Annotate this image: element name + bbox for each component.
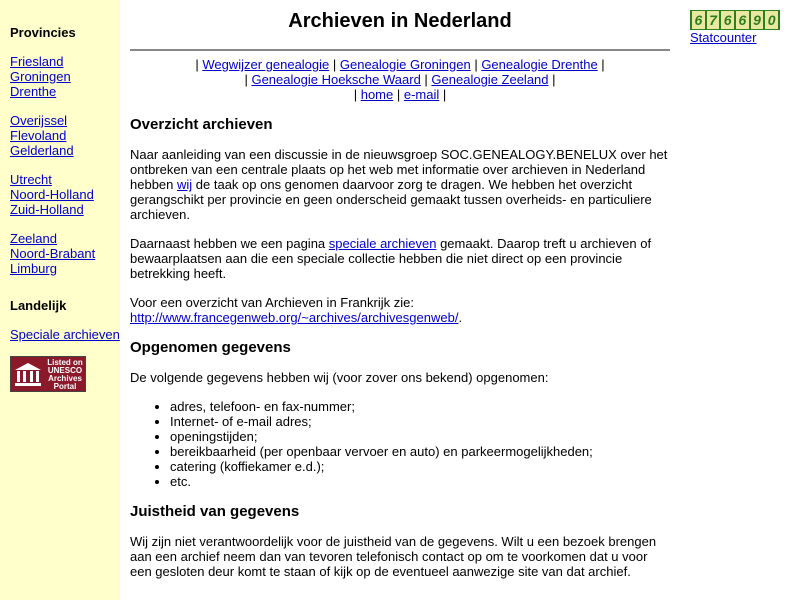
province-link-noord-brabant[interactable]: Noord-Brabant [10, 246, 96, 261]
counter-digit: 9 [751, 11, 764, 29]
list-item: • bereikbaarheid (per openbaar vervoer en auto) en parkeermogelijkheden; [170, 444, 670, 459]
data-list [130, 399, 670, 489]
list-item: • openingstijden; [170, 429, 670, 444]
province-link-gelderland[interactable]: Gelderland [10, 143, 74, 158]
province-group [10, 231, 120, 276]
province-group [10, 113, 120, 158]
province-link-zeeland[interactable]: Zeeland [10, 231, 57, 246]
list-item: • adres, telefoon- en fax-nummer; [170, 399, 670, 414]
province-link-zuid-holland[interactable]: Zuid-Holland [10, 202, 84, 217]
nav-links: | Wegwijzer genealogie | Genealogie Groningen | Genealogie Drenthe | | Genealogie Hoeksche Waard | Genealogie Zeeland | | home | e-mail | [195, 57, 605, 102]
province-link-utrecht[interactable]: Utrecht [10, 172, 52, 187]
counter-digit: 6 [721, 11, 734, 29]
main-content [130, 0, 670, 593]
province-link-overijssel[interactable]: Overijssel [10, 113, 68, 128]
province-group [10, 172, 120, 217]
unesco-portal-badge[interactable] [10, 356, 86, 392]
sidebar [0, 0, 120, 600]
title-divider [130, 49, 670, 51]
nav-link-email[interactable]: e-mail [403, 87, 440, 102]
province-link-limburg[interactable]: Limburg [10, 261, 57, 276]
counter-digit: 6 [736, 11, 749, 29]
section-title-juistheid: Juistheid van gegevens [130, 503, 300, 520]
list-item: • Internet- of e-mail adres; [170, 414, 670, 429]
data-intro-paragraph: De volgende gegevens hebben wij (voor zover ons bekend) opgenomen: [130, 370, 549, 385]
temple-icon [11, 357, 45, 391]
nav-link-drenthe[interactable]: Genealogie Drenthe [481, 57, 598, 72]
province-link-noord-holland[interactable]: Noord-Holland [10, 187, 94, 202]
section-title-gegevens: Opgenomen gegevens [130, 339, 291, 356]
nav-link-hoeksche-waard[interactable]: Genealogie Hoeksche Waard [251, 72, 421, 87]
stats-widget [690, 10, 790, 45]
national-heading: Landelijk [10, 298, 67, 313]
page-title: Archieven in Nederland [288, 10, 512, 32]
special-archives-paragraph: Daarnaast hebben we een pagina speciale archieven gemaakt. Daarop treft u archieven of bewaarplaatsen aan die een speciale collectie hebben die niet direct op een provincie betrekking heeft. [130, 236, 652, 281]
nav-link-wegwijzer[interactable]: Wegwijzer genealogie [202, 57, 330, 72]
counter-digit: 0 [765, 11, 778, 29]
nav-link-home[interactable]: home [360, 87, 394, 102]
hit-counter[interactable] [690, 10, 780, 30]
province-link-friesland[interactable]: Friesland [10, 54, 64, 69]
list-item: • etc. [170, 474, 670, 489]
counter-digit: 6 [692, 11, 705, 29]
province-group [10, 54, 120, 99]
counter-digit: 7 [707, 11, 720, 29]
province-link-flevoland[interactable]: Flevoland [10, 128, 67, 143]
national-group [10, 327, 120, 342]
intro-paragraph: Naar aanleiding van een discussie in de nieuwsgroep SOC.GENEALOGY.BENELUX over het ontbreken van een centrale plaats op het web met informatie over archieven in Nederland hebben wij de taak op ons genomen daarvoor zorg te dragen. We hebben het overzicht gerangschikt per provincie en geen onderscheid gemaakt tussen overheids- en particuliere archieven. [130, 147, 668, 222]
province-link-groningen[interactable]: Groningen [10, 69, 71, 84]
france-paragraph: Voor een overzicht van Archieven in Frankrijk zie: http://www.francegenweb.org/~archives/archivesgenweb/. [130, 295, 463, 325]
special-archives-link[interactable]: Speciale archieven [10, 327, 120, 342]
list-item: • catering (koffiekamer e.d.); [170, 459, 670, 474]
section-title-overzicht: Overzicht archieven [130, 116, 273, 133]
nav-link-groningen[interactable]: Genealogie Groningen [339, 57, 471, 72]
disclaimer-paragraph: Wij zijn niet verantwoordelijk voor de juistheid van de gegevens. Wilt u een bezoek brengen aan een archief neem dan van tevoren telefonisch contact op om te voorkomen dat u voor een gesloten deur komt te staan of kijk op de eventueel aanwezige site van dat archief. [130, 534, 657, 579]
province-link-drenthe[interactable]: Drenthe [10, 84, 57, 99]
statcounter-link[interactable]: Statcounter [690, 30, 757, 45]
wij-link[interactable]: wij [177, 177, 193, 192]
unesco-badge-text: Listed on UNESCO Archives Portal [47, 358, 83, 391]
special-archives-inline-link[interactable]: speciale archieven [328, 236, 437, 251]
francegenweb-link[interactable]: http://www.francegenweb.org/~archives/archivesgenweb/ [130, 310, 459, 325]
provinces-heading: Provincies [10, 25, 76, 40]
nav-link-zeeland[interactable]: Genealogie Zeeland [431, 72, 549, 87]
